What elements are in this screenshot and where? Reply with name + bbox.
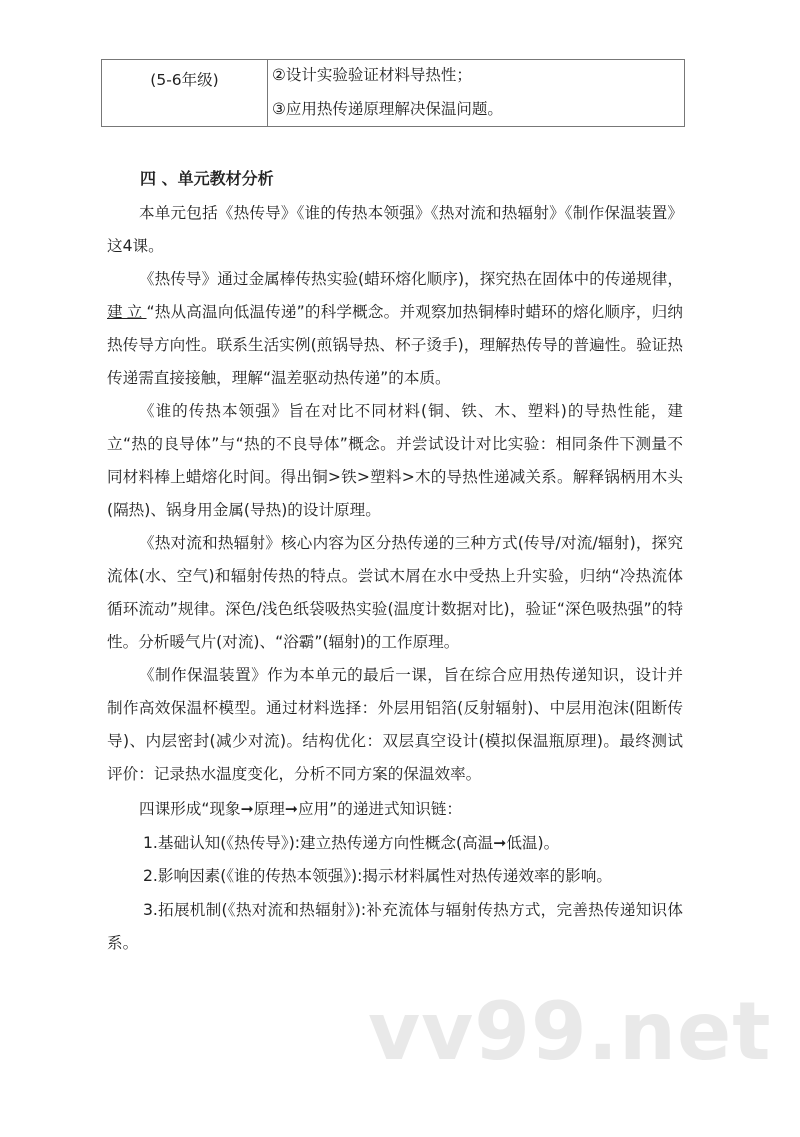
goal-item: ②设计实验验证材料导热性； xyxy=(272,66,472,84)
watermark: vv99.net xyxy=(368,985,772,1078)
chain-intro: 四课形成“现象➞原理➞应用”的递进式知识链： xyxy=(139,800,462,818)
goal-item: ③应用热传递原理解决保温问题。 xyxy=(272,100,503,118)
grade-goals-table xyxy=(101,59,685,127)
section-body xyxy=(107,197,683,791)
section-heading: 四 、单元教材分析 xyxy=(140,169,274,188)
grade-cell: (5-6年级) xyxy=(102,60,268,126)
chain-item: 3.拓展机制(《热对流和热辐射》):补充流体与辐射传热方式，完善热传递知识体系。 xyxy=(107,900,683,952)
paragraph-convection-radiation: 《热对流和热辐射》核心内容为区分热传递的三种方式(传导/对流/辐射)，探究流体(水、空气)和辐射传热的特点。尝试木屑在水中受热上升实验，归纳“冷热流体循环流动”规律。深色/浅色纸袋吸热实验(温度计数据对比)，验证“深色吸热强”的特性。分析暖气片(对流)、“浴霸”(辐射)的工作原理。 xyxy=(107,534,683,651)
paragraph-overview: 本单元包括《热传导》《谁的传热本领强》《热对流和热辐射》《制作保温装置》这4课。 xyxy=(107,204,683,255)
chain-item: 2.影响因素(《谁的传热本领强》):揭示材料属性对热传递效率的影响。 xyxy=(143,867,612,885)
paragraph-insulation-device: 《制作保温装置》作为本单元的最后一课，旨在综合应用热传递知识，设计并制作高效保温杯模型。通过材料选择：外层用铝箔(反射辐射)、中层用泡沫(阻断传导)、内层密封(减少对流)。结构优化：双层真空设计(模拟保温瓶原理)。最终测试评价：记录热水温度变化，分析不同方案的保温效率。 xyxy=(107,666,683,783)
text: “热从高温向低温传递”的科学概念。并观察加热铜棒时蜡环的熔化顺序，归纳热传导方向性。联系生活实例(煎锅导热、杯子烫手)，理解热传导的普遍性。验证热传递需直接接触，理解“温差驱动热传递”的本质。 xyxy=(107,303,683,387)
knowledge-chain xyxy=(107,793,683,961)
paragraph-conductivity: 《谁的传热本领强》旨在对比不同材料(铜、铁、木、塑料)的导热性能，建立“热的良导体”与“热的不良导体”概念。并尝试设计对比实验：相同条件下测量不同材料棒上蜡熔化时间。得出铜>铁>塑料>木的导热性递减关系。解释锅柄用木头(隔热)、锅身用金属(导热)的设计原理。 xyxy=(107,402,683,519)
paragraph-heat-conduction xyxy=(107,263,683,395)
goals-cell xyxy=(268,60,684,126)
chain-item: 1.基础认知(《热传导》):建立热传递方向性概念(高温➞低温)。 xyxy=(143,833,560,852)
text: 《热传导》通过金属棒传热实验(蜡环熔化顺序)，探究热在固体中的传递规律， xyxy=(139,270,683,288)
underlined-text: 建立 xyxy=(107,303,147,321)
